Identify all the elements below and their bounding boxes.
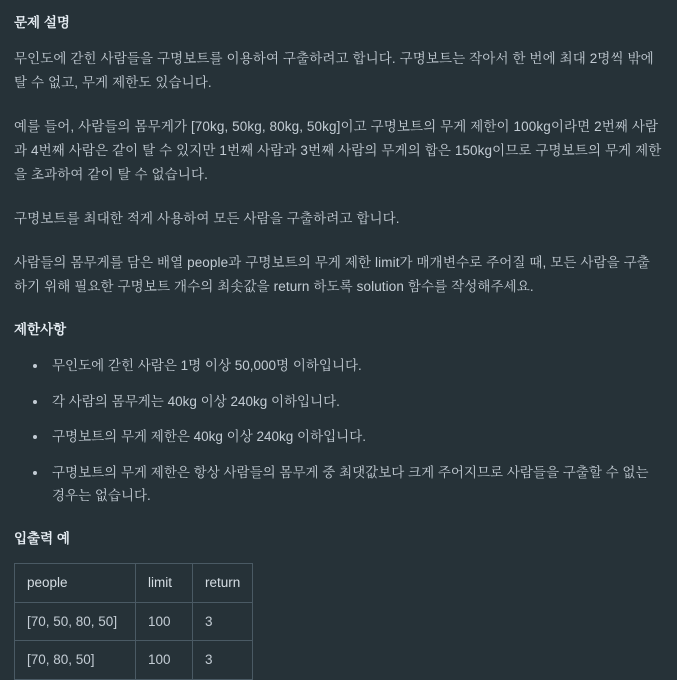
description-paragraph-1: 무인도에 갇힌 사람들을 구명보트를 이용하여 구출하려고 합니다. 구명보트는 작아서 한 번에 최대 2명씩 밖에 탈 수 없고, 무게 제한도 있습니다. xyxy=(14,50,654,90)
examples-heading: 입출력 예 xyxy=(14,531,70,547)
column-header-people: people xyxy=(15,563,136,602)
column-header-limit: limit xyxy=(136,563,193,602)
table-row xyxy=(15,641,253,680)
io-example-table xyxy=(14,563,253,680)
description-paragraph-3: 구명보트를 최대한 적게 사용하여 모든 사람을 구출하려고 합니다. xyxy=(14,210,400,226)
description-paragraph-4: 사람들의 몸무게를 담은 배열 people과 구명보트의 무게 제한 limit가 매개변수로 주어질 때, 모든 사람을 구출하기 위해 필요한 구명보트 개수의 최솟값을 return 하도록 solution 함수를 작성해주세요. xyxy=(14,254,650,294)
cell-people: [70, 50, 80, 50] xyxy=(15,602,136,641)
table-header-row xyxy=(15,563,253,602)
cell-limit: 100 xyxy=(136,641,193,680)
constraints-heading: 제한사항 xyxy=(14,322,67,338)
list-item: • 구명보트의 무게 제한은 항상 사람들의 몸무게 중 최댓값보다 크게 주어지므로 사람들을 구출할 수 없는 경우는 없습니다. xyxy=(48,461,663,508)
column-header-return: return xyxy=(193,563,253,602)
list-item: • 구명보트의 무게 제한은 40kg 이상 240kg 이하입니다. xyxy=(48,425,663,449)
description-heading: 문제 설명 xyxy=(14,15,70,30)
cell-return: 3 xyxy=(193,641,253,680)
cell-return: 3 xyxy=(193,602,253,641)
cell-limit: 100 xyxy=(136,602,193,641)
table-row xyxy=(15,602,253,641)
list-item: • 각 사람의 몸무게는 40kg 이상 240kg 이하입니다. xyxy=(48,390,663,414)
constraints-list xyxy=(14,354,663,508)
cell-people: [70, 80, 50] xyxy=(15,641,136,680)
description-paragraph-2: 예를 들어, 사람들의 몸무게가 [70kg, 50kg, 80kg, 50kg]이고 구명보트의 무게 제한이 100kg이라면 2번째 사람과 4번째 사람은 같이 탈 수 있지만 1번째 사람과 3번째 사람의 무게의 합은 150kg이므로 구명보트의 무게 제한을 초과하여 같이 탈 수 없습니다. xyxy=(14,118,662,182)
list-item: • 무인도에 갇힌 사람은 1명 이상 50,000명 이하입니다. xyxy=(48,354,663,378)
